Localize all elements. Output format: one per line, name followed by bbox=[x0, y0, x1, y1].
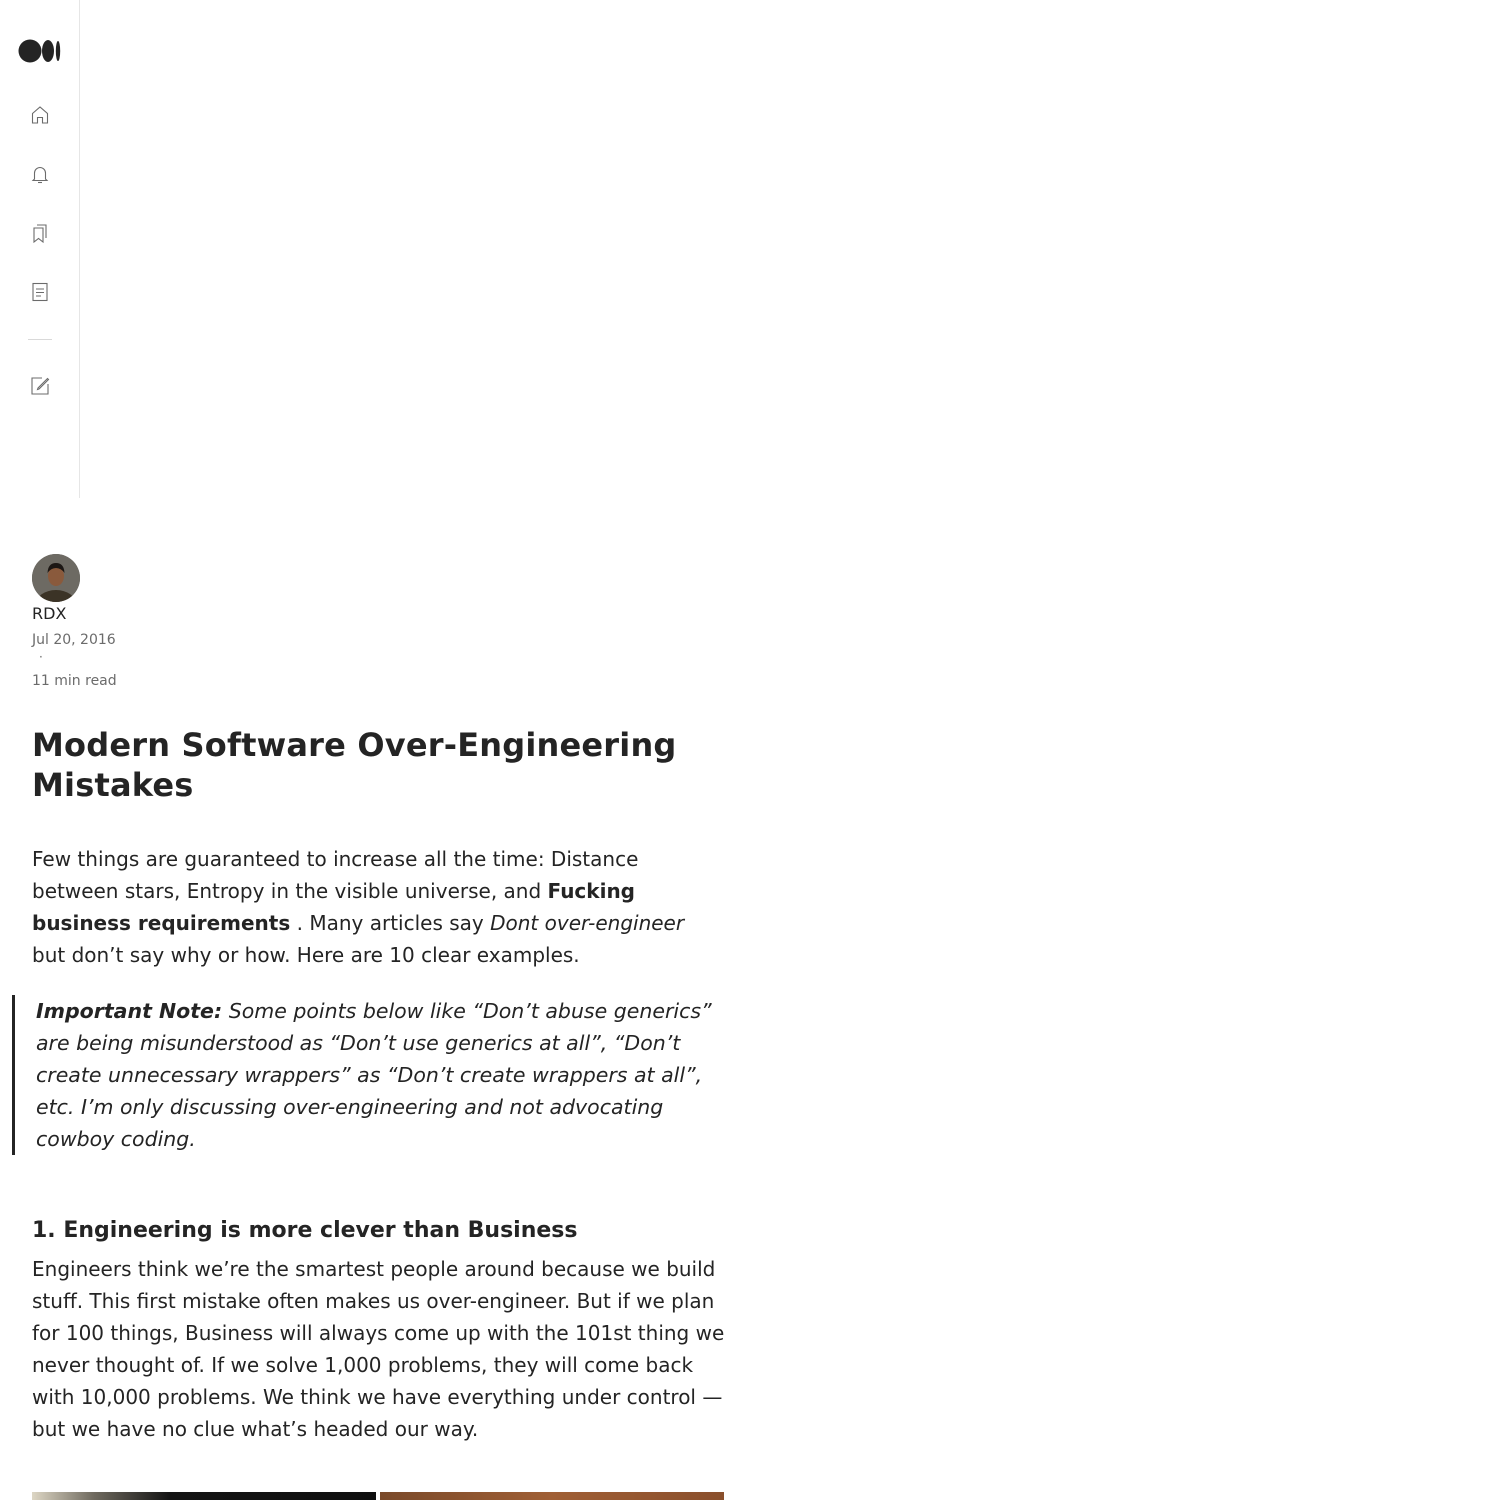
note-label: Important Note: bbox=[36, 999, 223, 1023]
article-title: Modern Software Over-Engineering Mistakes bbox=[32, 726, 677, 804]
intro-italic-text: Dont over-engineer bbox=[490, 911, 685, 935]
medium-logo-icon[interactable] bbox=[18, 38, 62, 64]
nav-divider bbox=[28, 339, 52, 340]
author-name[interactable]: RDX bbox=[32, 604, 67, 623]
author-avatar[interactable] bbox=[32, 554, 80, 602]
bookmarks-icon[interactable] bbox=[28, 221, 52, 245]
article-image-right bbox=[380, 1492, 724, 1500]
bell-icon[interactable] bbox=[28, 162, 52, 186]
home-icon[interactable] bbox=[28, 103, 52, 127]
write-icon[interactable] bbox=[28, 374, 52, 398]
important-note-quote bbox=[12, 995, 732, 1155]
meta-separator: · bbox=[39, 650, 43, 664]
section-heading: 1. Engineering is more clever than Business bbox=[32, 1218, 578, 1243]
intro-text-3: but don’t say why or how. Here are 10 clear examples. bbox=[32, 943, 580, 967]
note-text: Some points below like “Don’t abuse generics” are being misunderstood as “Don’t use generics at all”, “Don’t create unnecessary wrappers” as “Don’t create wrappers at all”, etc. I’m only discussing over-engineering and not advocating cowboy coding. bbox=[36, 999, 712, 1151]
read-time: 11 min read bbox=[32, 673, 117, 689]
publish-date: Jul 20, 2016 bbox=[32, 632, 116, 648]
intro-bold-text: Fucking business requirements bbox=[32, 879, 636, 935]
intro-text: Few things are guaranteed to increase all the time: Distance between stars, Entropy in the visible universe, and bbox=[32, 847, 639, 903]
intro-paragraph bbox=[32, 843, 722, 971]
section-paragraph: Engineers think we’re the smartest people around because we build stuff. This first mistake often makes us over-engineer. But if we plan for 100 things, Business will always come up with the 101st thing we never thought of. If we solve 1,000 problems, they will come back with 10,000 problems. We think we have everything under control — but we have no clue what’s headed our way. bbox=[32, 1257, 725, 1441]
intro-text-2: . Many articles say bbox=[290, 911, 491, 935]
side-nav bbox=[0, 0, 80, 498]
article bbox=[32, 725, 732, 971]
article-image-left bbox=[32, 1492, 376, 1500]
stories-icon[interactable] bbox=[28, 280, 52, 304]
